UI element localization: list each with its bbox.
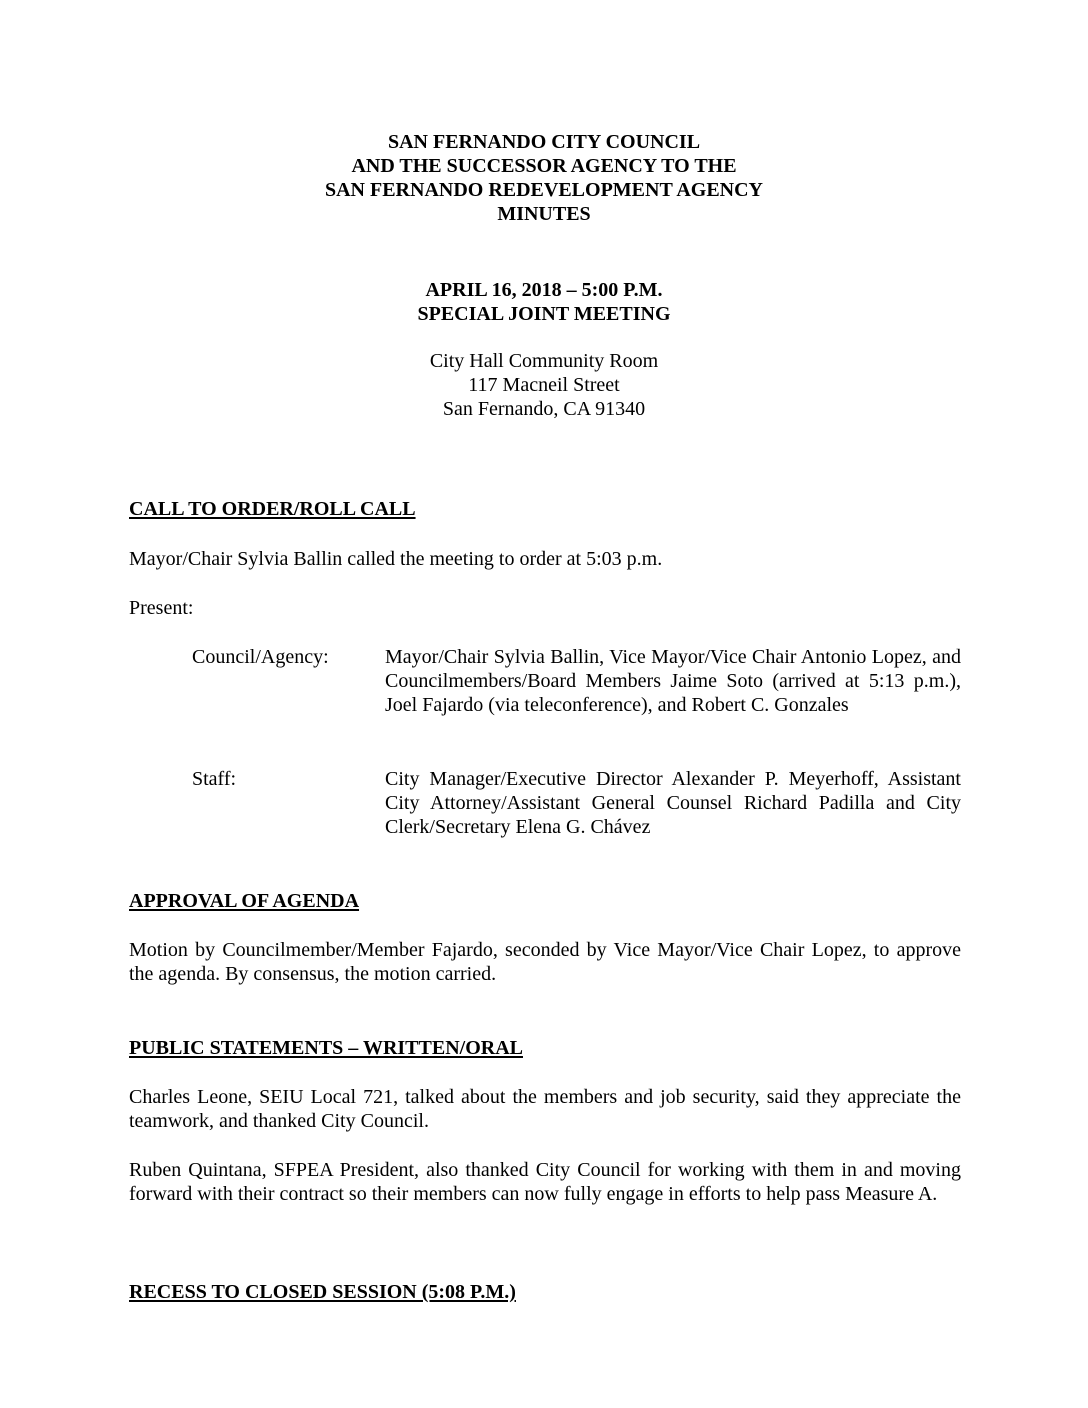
title-line-2: AND THE SUCCESSOR AGENCY TO THE [351, 155, 737, 177]
recess-heading: RECESS TO CLOSED SESSION (5:08 P.M.) [129, 1281, 516, 1303]
location-line-2: 117 Macneil Street [468, 374, 620, 396]
document-title-block [0, 130, 1088, 226]
meeting-location [0, 349, 1088, 421]
meeting-date-time: APRIL 16, 2018 – 5:00 P.M. [425, 279, 663, 301]
public-statement-1: Charles Leone, SEIU Local 721, talked about the members and job security, said they appreciate the teamwork, and thanked City Council. [129, 1086, 961, 1132]
title-line-4: MINUTES [497, 203, 591, 225]
call-to-order-heading: CALL TO ORDER/ROLL CALL [129, 498, 416, 520]
approval-of-agenda-text: Motion by Councilmember/Member Fajardo, seconded by Vice Mayor/Vice Chair Lopez, to approve the agenda. By consensus, the motion carried. [129, 939, 961, 985]
call-to-order-text: Mayor/Chair Sylvia Ballin called the meeting to order at 5:03 p.m. [129, 548, 663, 570]
council-label: Council/Agency: [192, 646, 329, 668]
location-line-3: San Fernando, CA 91340 [442, 398, 646, 420]
title-line-1: SAN FERNANDO CITY COUNCIL [387, 131, 701, 153]
staff-label: Staff: [192, 768, 237, 790]
location-line-1: City Hall Community Room [429, 350, 659, 372]
title-line-3: SAN FERNANDO REDEVELOPMENT AGENCY [324, 179, 763, 201]
meeting-info [0, 278, 1088, 326]
public-statements-heading: PUBLIC STATEMENTS – WRITTEN/ORAL [129, 1037, 523, 1059]
public-statement-2: Ruben Quintana, SFPEA President, also thanked City Council for working with them in and moving forward with their contract so their members can now fully engage in efforts to help pass Measure A. [129, 1159, 961, 1205]
approval-of-agenda-heading: APPROVAL OF AGENDA [129, 890, 360, 912]
present-label: Present: [129, 597, 194, 619]
meeting-type: SPECIAL JOINT MEETING [417, 303, 671, 325]
staff-members-text: City Manager/Executive Director Alexander P. Meyerhoff, Assistant City Attorney/Assistant General Counsel Richard Padilla and City Clerk/Secretary Elena G. Chávez [385, 768, 961, 838]
council-members-text: Mayor/Chair Sylvia Ballin, Vice Mayor/Vice Chair Antonio Lopez, and Councilmembers/Board Members Jaime Soto (arrived at 5:13 p.m.), Joel Fajardo (via teleconference), and Robert C. Gonzales [385, 646, 961, 716]
